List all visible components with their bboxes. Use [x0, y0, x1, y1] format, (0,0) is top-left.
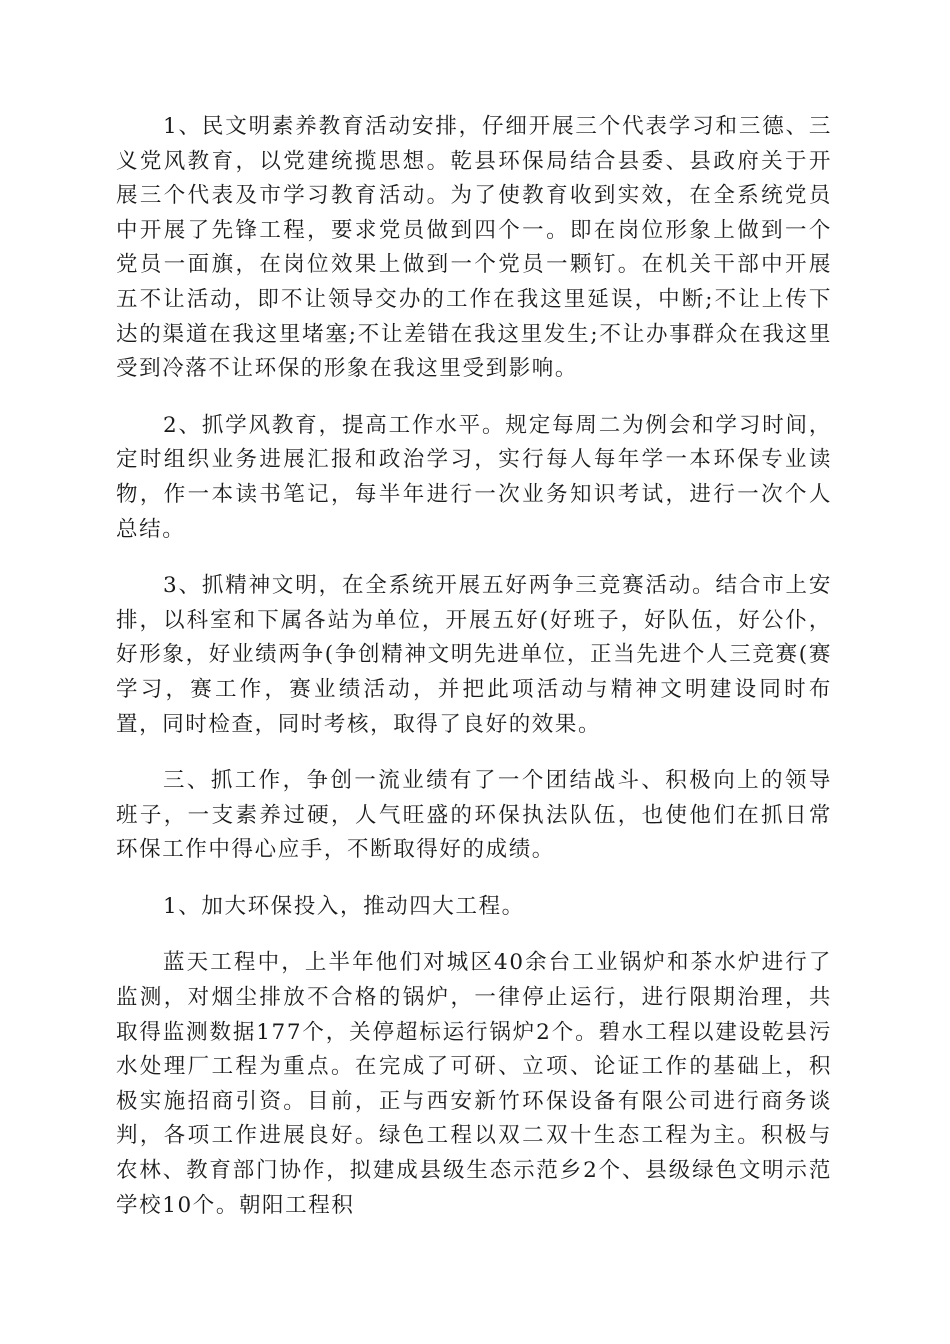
paragraph-spiritual-civilization: 3、抓精神文明，在全系统开展五好两争三竞赛活动。结合市上安排，以科室和下属各站为单位，开展五好(好班子，好队伍，好公仆，好形象，好业绩两争(争创精神文明先进单位，正当先进个人三竞赛(赛学习，赛工作，赛业绩活动，并把此项活动与精神文明建设同时布置，同时检查，同时考核，取得了良好的效果。 — [116, 573, 832, 737]
paragraph-study-style: 2、抓学风教育，提高工作水平。规定每周二为例会和学习时间，定时组织业务进展汇报和政治学习，实行每人每年学一本环保专业读物，作一本读书笔记，每半年进行一次业务知识考试，进行一次个人总结。 — [116, 412, 832, 542]
paragraph-four-projects: 蓝天工程中，上半年他们对城区40余台工业锅炉和茶水炉进行了监测，对烟尘排放不合格的锅炉，一律停止运行，进行限期治理，共取得监测数据177个，关停超标运行锅炉2个。碧水工程以建设乾县污水处理厂工程为重点。在完成了可研、立项、论证工作的基础上，积极实施招商引资。目前，正与西安新竹环保设备有限公司进行商务谈判，各项工作进展良好。绿色工程以双二双十生态工程为主。积极与农林、教育部门协作，拟建成县级生态示范乡2个、县级绿色文明示范学校10个。朝阳工程积 — [116, 950, 832, 1218]
paragraph-section-three-heading: 三、抓工作，争创一流业绩有了一个团结战斗、积极向上的领导班子，一支素养过硬，人气旺盛的环保执法队伍，也使他们在抓日常环保工作中得心应手，不断取得好的成绩。 — [116, 768, 832, 863]
document-page — [116, 110, 832, 1245]
paragraph-civility-education: 1、民文明素养教育活动安排，仔细开展三个代表学习和三德、三义党风教育，以党建统揽思想。乾县环保局结合县委、县政府关于开展三个代表及市学习教育活动。为了使教育收到实效，在全系统党员中开展了先锋工程，要求党员做到四个一。即在岗位形象上做到一个党员一面旗，在岗位效果上做到一个党员一颗钉。在机关干部中开展五不让活动，即不让领导交办的工作在我这里延误，中断;不让上传下达的渠道在我这里堵塞;不让差错在我这里发生;不让办事群众在我这里受到冷落不让环保的形象在我这里受到影响。 — [116, 114, 832, 382]
paragraph-investment-heading: 1、加大环保投入，推动四大工程。 — [163, 893, 525, 919]
